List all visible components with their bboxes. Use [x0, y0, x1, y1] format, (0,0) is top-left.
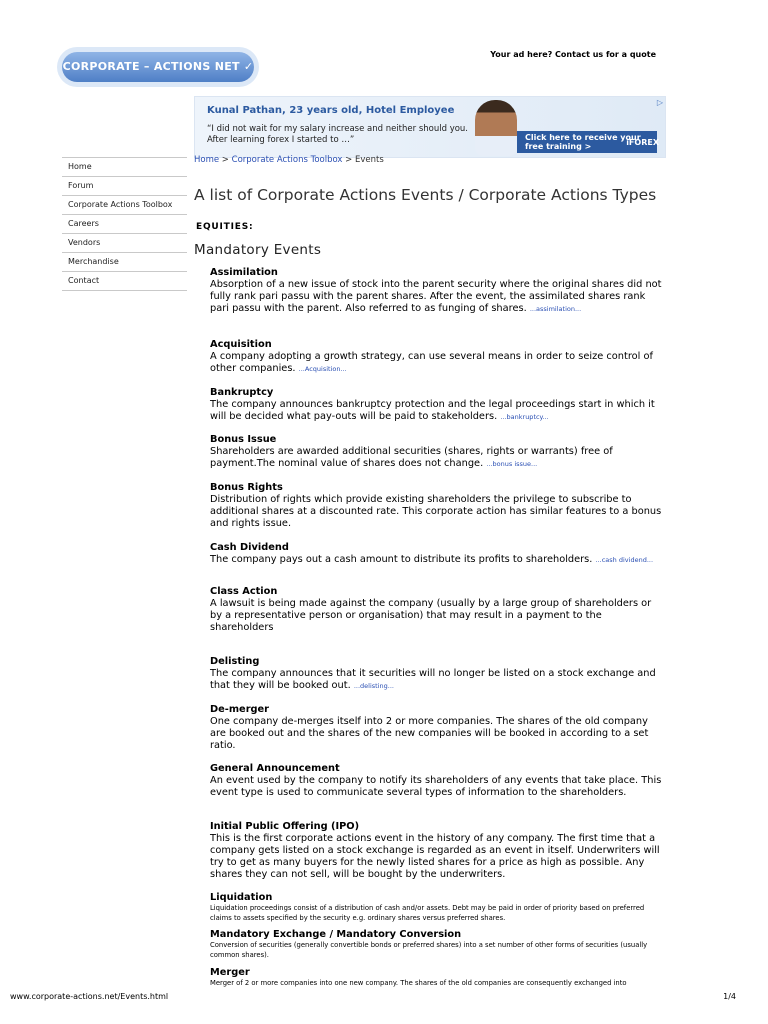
event-description: The company pays out a cash amount to distribute its profits to shareholders. ...cash dividend... — [210, 554, 654, 565]
event-description: Merger of 2 or more companies into one new company. The shares of the old companies are consequently exchanged into — [210, 979, 627, 987]
event-description: An event used by the company to notify its shareholders of any events that take place. This event type is used to communicate several types of information to the shareholders. — [210, 775, 662, 798]
event-more-link[interactable]: ...bankruptcy... — [500, 413, 549, 421]
event-item — [210, 542, 662, 566]
page-title: A list of Corporate Actions Events / Corporate Actions Types — [194, 186, 657, 204]
event-title: Class Action — [210, 586, 278, 597]
breadcrumb-current: Events — [355, 155, 384, 165]
event-more-link[interactable]: ...delisting... — [353, 682, 394, 690]
event-title: Merger — [210, 967, 250, 978]
banner-brand-logo: iFOREX — [626, 138, 659, 147]
breadcrumb — [194, 155, 384, 165]
event-description: Liquidation proceedings consist of a distribution of cash and/or assets. Debt may be paid in order of priority based on preferred claims to assets specified by the security e.g. ordinary shares versus preferred shares. — [210, 904, 645, 922]
check-icon: ✓ — [243, 60, 254, 73]
event-more-link[interactable]: ...assimilation... — [529, 305, 582, 313]
ad-banner[interactable] — [194, 96, 666, 158]
event-title: Mandatory Exchange / Mandatory Conversion — [210, 929, 462, 940]
nav-item-contact[interactable]: Contact — [62, 271, 187, 291]
nav-item-vendors[interactable]: Vendors — [62, 233, 187, 252]
banner-cta-button[interactable]: Click here to receive your free training > — [517, 131, 657, 153]
nav-item-toolbox[interactable]: Corporate Actions Toolbox — [62, 195, 187, 214]
event-item — [210, 704, 662, 752]
adchoices-icon[interactable]: ▷ — [656, 98, 663, 107]
event-title: Assimilation — [210, 267, 278, 278]
event-title: Liquidation — [210, 892, 273, 903]
event-title: Cash Dividend — [210, 542, 289, 553]
banner-quote: “I did not wait for my salary increase and neither should you. After learning forex I started to …” — [207, 124, 469, 145]
event-item — [210, 387, 662, 423]
event-title: Bonus Issue — [210, 434, 277, 445]
event-description: Shareholders are awarded additional securities (shares, rights or warrants) free of payment.The nominal value of shares does not change. ...bonus issue... — [210, 446, 613, 469]
event-item — [210, 656, 662, 692]
event-title: De-merger — [210, 704, 270, 715]
event-item — [210, 892, 662, 923]
nav-item-home[interactable]: Home — [62, 157, 187, 176]
sidebar-nav — [62, 157, 187, 291]
event-title: General Announcement — [210, 763, 340, 774]
logo-text: CORPORATE – ACTIONS NET — [62, 60, 240, 73]
event-title: Delisting — [210, 656, 260, 667]
nav-item-forum[interactable]: Forum — [62, 176, 187, 195]
nav-item-merchandise[interactable]: Merchandise — [62, 252, 187, 271]
nav-item-careers[interactable]: Careers — [62, 214, 187, 233]
event-more-link[interactable]: ...Acquisition... — [298, 365, 347, 373]
footer-url: www.corporate-actions.net/Events.html — [10, 992, 169, 1001]
site-logo[interactable] — [62, 52, 254, 82]
breadcrumb-toolbox-link[interactable]: Corporate Actions Toolbox — [231, 155, 343, 165]
breadcrumb-home-link[interactable]: Home — [194, 155, 220, 165]
event-item — [210, 267, 662, 315]
event-description: Conversion of securities (generally convertible bonds or preferred shares) into a set number of other forms of securities (usually common shares). — [210, 941, 648, 959]
event-description: Absorption of a new issue of stock into the parent security where the original shares did not fully rank pari passu with the parent shares. After the event, the assimilated shares rank pari passu with the parent. Also referred to as funging of shares. ...assimilation... — [210, 279, 662, 314]
breadcrumb-separator: > — [219, 155, 232, 165]
event-title: Initial Public Offering (IPO) — [210, 821, 360, 832]
event-description: The company announces that it securities will no longer be listed on a stock exchange and that they will be booked out. ...delisting... — [210, 668, 656, 691]
event-title: Bonus Rights — [210, 482, 283, 493]
event-more-link[interactable]: ...cash dividend... — [595, 556, 654, 564]
event-item — [210, 821, 662, 881]
event-item — [210, 967, 662, 989]
event-description: A company adopting a growth strategy, can use several means in order to seize control of other companies. ...Acquisition... — [210, 351, 653, 374]
event-description: A lawsuit is being made against the company (usually by a large group of shareholders or by a representative person or organisation) that may result in a payment to the shareholders — [210, 598, 652, 633]
footer-page-number: 1/4 — [723, 992, 736, 1001]
breadcrumb-separator: > — [342, 155, 355, 165]
event-description: The company announces bankruptcy protection and the legal proceedings start in which it will be decided what pay-outs will be paid to stakeholders. ...bankruptcy... — [210, 399, 655, 422]
ad-contact-link[interactable]: Your ad here? Contact us for a quote — [490, 50, 656, 59]
banner-person-image — [475, 100, 517, 156]
subsection-heading: Mandatory Events — [194, 242, 322, 258]
event-description: One company de-merges itself into 2 or more companies. The shares of the old company are booked out and the shares of the new companies will be booked in according to a set ratio. — [210, 716, 649, 751]
event-item — [210, 763, 662, 799]
event-item — [210, 929, 662, 960]
event-item — [210, 434, 662, 470]
event-description: Distribution of rights which provide existing shareholders the privilege to subscribe to additional shares at a discounted rate. This corporate action has similar features to a bonus and rights issue. — [210, 494, 662, 529]
event-title: Bankruptcy — [210, 387, 274, 398]
event-item — [210, 586, 662, 634]
section-heading: EQUITIES: — [196, 222, 254, 232]
event-item — [210, 339, 662, 375]
event-title: Acquisition — [210, 339, 272, 350]
event-item — [210, 482, 662, 530]
event-description: This is the first corporate actions event in the history of any company. The first time that a company gets listed on a stock exchange is regarded as an event in itself. Underwriters will try to get as many buyers for the newly listed shares for a price as high as possible. Any shares they can not sell, will be bought by the underwriters. — [210, 833, 660, 880]
banner-headline: Kunal Pathan, 23 years old, Hotel Employee — [207, 105, 455, 116]
event-more-link[interactable]: ...bonus issue... — [486, 460, 538, 468]
